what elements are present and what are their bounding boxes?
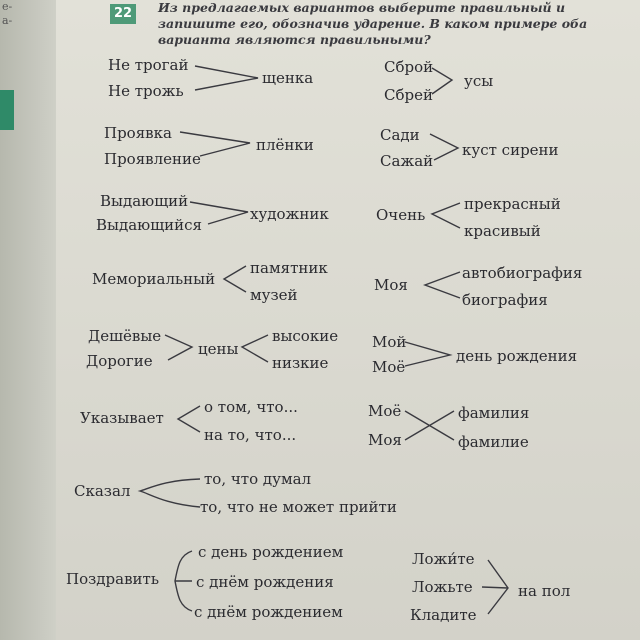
option-text: Моё bbox=[372, 358, 406, 376]
option-text: Моя bbox=[368, 431, 402, 449]
option-text: Сажай bbox=[380, 152, 434, 170]
option-text: Ложьте bbox=[412, 578, 473, 596]
green-page-tab bbox=[0, 90, 14, 130]
middle-text: цены bbox=[198, 340, 239, 358]
task-instruction: Из предлагаемых вариантов выберите правильный и запишите его, обозначив ударение. В каком примере оба варианта являются правильными? bbox=[158, 0, 588, 47]
option-text: прекрасный bbox=[464, 195, 561, 213]
target-text: щенка bbox=[262, 69, 314, 87]
option-text: Дорогие bbox=[86, 352, 153, 370]
option-text: Кладите bbox=[410, 606, 477, 624]
margin-fragment: а- bbox=[2, 14, 13, 27]
option-text: фамилия bbox=[458, 404, 530, 422]
option-text: биография bbox=[462, 291, 548, 309]
option-text: низкие bbox=[272, 354, 329, 372]
head-text: Моя bbox=[374, 276, 408, 294]
option-text: Моё bbox=[368, 402, 402, 420]
option-text: с днём рождения bbox=[196, 573, 334, 591]
option-text: Сброй bbox=[384, 58, 434, 76]
option-text: то, что думал bbox=[204, 470, 312, 488]
target-text: плёнки bbox=[256, 136, 314, 154]
option-text: то, что не может прийти bbox=[200, 498, 397, 516]
option-text: Не трожь bbox=[108, 82, 184, 100]
option-text: красивый bbox=[464, 222, 541, 240]
option-text: автобиография bbox=[462, 264, 583, 282]
head-text: Сказал bbox=[74, 482, 131, 500]
option-text: Дешёвые bbox=[88, 327, 162, 345]
head-text: Мемориальный bbox=[92, 270, 216, 288]
head-text: Поздравить bbox=[66, 570, 159, 588]
option-text: памятник bbox=[250, 259, 328, 277]
option-text: о том, что... bbox=[204, 398, 298, 416]
option-text: Сбрей bbox=[384, 86, 433, 104]
head-text: Указывает bbox=[80, 409, 164, 427]
target-text: день рождения bbox=[456, 347, 578, 365]
option-text: Мой bbox=[372, 333, 407, 351]
head-text: Очень bbox=[376, 206, 426, 224]
target-text: на пол bbox=[518, 582, 571, 600]
option-text: высокие bbox=[272, 327, 339, 345]
margin-fragment: е- bbox=[2, 0, 13, 13]
option-text: Сади bbox=[380, 126, 420, 144]
target-text: художник bbox=[250, 205, 329, 223]
option-text: Проявка bbox=[104, 124, 172, 142]
option-text: Выдающийся bbox=[96, 216, 203, 234]
option-text: Ложи́те bbox=[412, 550, 475, 568]
option-text: с днём рождением bbox=[194, 603, 343, 621]
option-text: Не трогай bbox=[108, 56, 189, 74]
target-text: усы bbox=[464, 72, 494, 90]
previous-page-edge bbox=[0, 0, 56, 640]
option-text: фамилие bbox=[458, 433, 529, 451]
option-text: на то, что... bbox=[204, 426, 297, 444]
option-text: с день рождением bbox=[198, 543, 344, 561]
option-text: Проявление bbox=[104, 150, 201, 168]
option-text: Выдающий bbox=[100, 192, 189, 210]
task-number-badge: 22 bbox=[110, 4, 136, 24]
option-text: музей bbox=[250, 286, 298, 304]
target-text: куст сирени bbox=[462, 141, 559, 159]
